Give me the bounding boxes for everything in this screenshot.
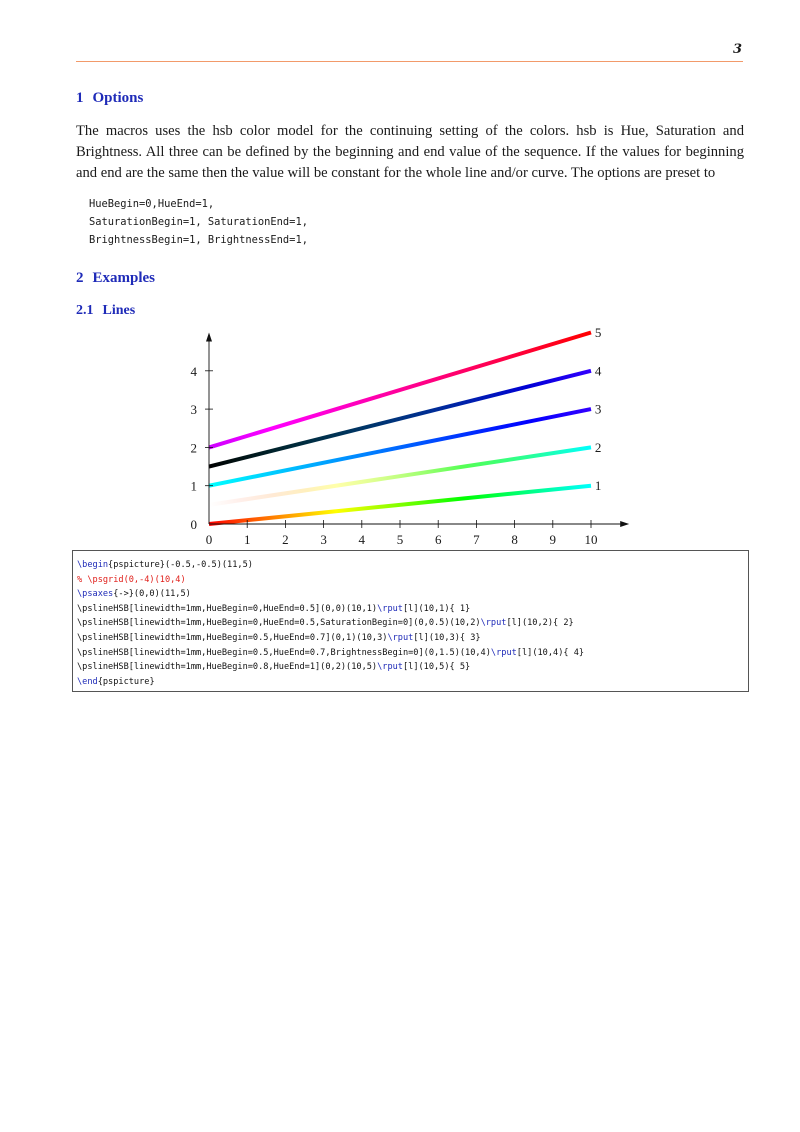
- y-tick-label: 2: [190, 440, 197, 456]
- series-line-5: [209, 333, 591, 448]
- series-label-1: 1: [594, 478, 602, 494]
- code-token: \pslineHSB[linewidth=1mm,HueBegin=0.5,HueEnd=0.7,BrightnessBegin=0](0,1.5)(10,4): [77, 647, 491, 658]
- section-title: Options: [92, 90, 144, 106]
- x-tick-label: 1: [243, 532, 251, 547]
- code-line: HueBegin=0,HueEnd=1,: [89, 198, 215, 210]
- code-token: \rput: [480, 618, 507, 629]
- series-label-4: 4: [594, 363, 602, 379]
- section-number: 2: [76, 270, 84, 286]
- listing-line: [77, 631, 584, 646]
- listing-line: [77, 660, 584, 675]
- y-tick-label: 4: [190, 363, 197, 379]
- code-token: \psaxes: [77, 589, 114, 600]
- y-tick-label: 1: [190, 478, 197, 494]
- x-tick-label: 10: [584, 532, 598, 547]
- code-token: \rput: [490, 647, 517, 658]
- code-token: \end: [77, 676, 98, 687]
- code-token: [l](10,2){ 2}: [506, 618, 574, 629]
- x-tick-label: 9: [549, 532, 557, 547]
- code-token: {->}(0,0)(11,5): [113, 589, 191, 600]
- listing-line: [77, 646, 584, 661]
- x-tick-label: 3: [320, 532, 327, 547]
- code-token: \rput: [387, 632, 414, 643]
- listing-line: [77, 558, 584, 573]
- listing-line: [77, 616, 584, 631]
- code-token: \pslineHSB[linewidth=1mm,HueBegin=0.8,HueEnd=1](0,2)(10,5): [77, 662, 378, 673]
- code-token: {pspicture}: [97, 676, 155, 687]
- code-token: \pslineHSB[linewidth=1mm,HueBegin=0.5,HueEnd=0.7](0,1)(10,3): [77, 632, 388, 643]
- code-token: % \psgrid(0,-4)(10,4): [77, 574, 186, 585]
- series-label-2: 2: [594, 439, 602, 455]
- x-tick-label: 6: [434, 532, 442, 547]
- code-token: [l](10,5){ 5}: [402, 662, 471, 673]
- hsb-lines-chart: [0, 320, 800, 552]
- code-token: [l](10,3){ 3}: [413, 632, 481, 643]
- listing-line: [77, 602, 584, 617]
- y-axis-arrow: [206, 333, 212, 342]
- y-tick-label: 3: [190, 402, 197, 418]
- code-token: \rput: [377, 603, 403, 614]
- section-number: 1: [76, 90, 84, 106]
- listing-line: [77, 573, 584, 588]
- x-tick-label: 2: [282, 532, 289, 547]
- code-token: \rput: [377, 662, 403, 673]
- code-token: [l](10,4){ 4}: [516, 647, 585, 658]
- preset-code-block: [89, 195, 308, 249]
- code-token: \pslineHSB[linewidth=1mm,HueBegin=0,HueEnd=0.5,SaturationBegin=0](0,0.5)(10,2): [77, 618, 481, 629]
- x-tick-label: 7: [473, 532, 480, 547]
- code-token: [l](10,1){ 1}: [402, 603, 471, 614]
- section-heading-examples: [76, 270, 155, 287]
- page-number: 3: [732, 42, 742, 57]
- x-tick-label: 0: [205, 532, 213, 547]
- series-label-3: 3: [594, 401, 602, 417]
- code-line: SaturationBegin=1, SaturationEnd=1,: [89, 216, 308, 228]
- listing-line: [77, 675, 584, 690]
- listing-line: [77, 587, 584, 602]
- x-tick-label: 5: [396, 532, 404, 547]
- x-axis-arrow: [620, 521, 629, 527]
- code-token: \pslineHSB[linewidth=1mm,HueBegin=0,HueEnd=0.5](0,0)(10,1): [77, 603, 378, 614]
- subsection-title: Lines: [102, 303, 136, 318]
- x-tick-label: 4: [358, 532, 366, 547]
- section-heading-options: [76, 90, 143, 107]
- code-line: BrightnessBegin=1, BrightnessEnd=1,: [89, 234, 308, 246]
- options-paragraph: The macros uses the hsb color model for the continuing setting of the colors. hsb is Hue, Saturation and Brightness. All three can be defined by the beginning and end value of the sequence. If the values for beginning and end are the same then the value will be constant for the whole line and/or curve. The options are preset to: [76, 123, 744, 181]
- x-tick-label: 8: [511, 532, 518, 547]
- header-rule: [76, 61, 743, 62]
- y-tick-label: 0: [190, 517, 197, 532]
- code-listing: [72, 550, 749, 692]
- subsection-number: 2.1: [76, 303, 94, 318]
- section-title: Examples: [92, 270, 156, 286]
- subsection-heading-lines: [76, 303, 135, 319]
- code-token: \begin: [77, 560, 109, 570]
- code-token: {pspicture}(-0.5,-0.5)(11,5): [108, 560, 253, 570]
- series-line-1: [209, 486, 591, 524]
- series-label-5: 5: [594, 325, 602, 340]
- code-listing-content: [77, 558, 584, 689]
